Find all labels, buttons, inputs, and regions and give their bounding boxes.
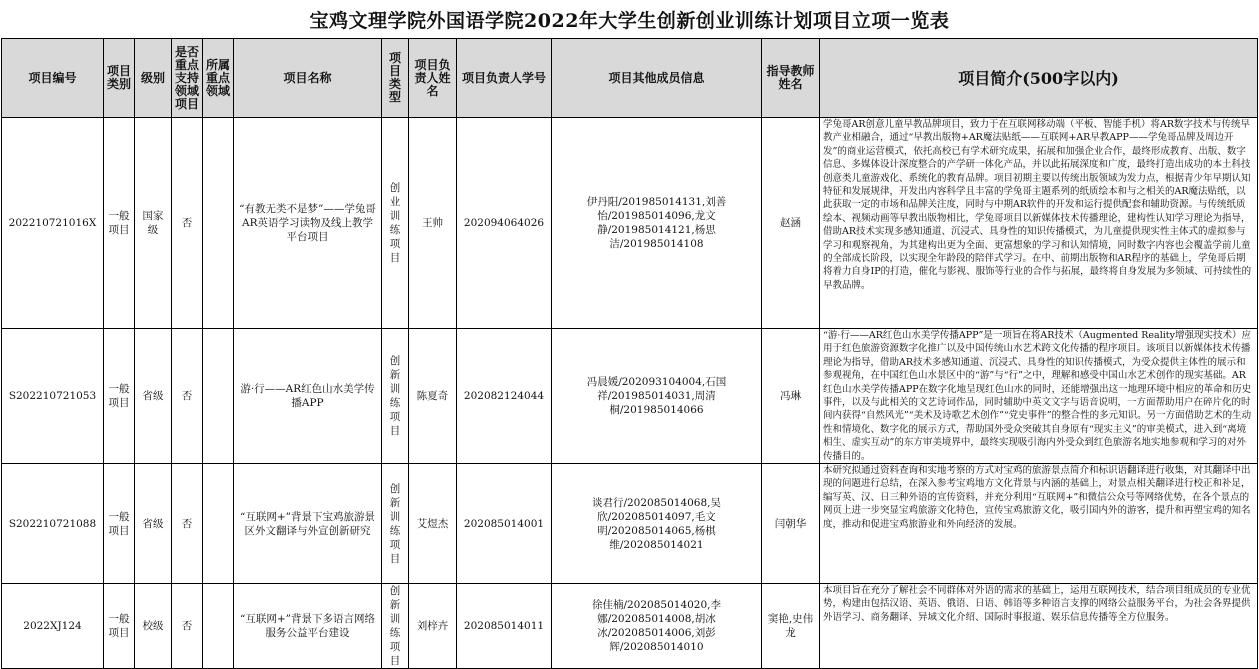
header-type: 项目类型	[382, 39, 409, 118]
cell-name: “互联网+”背景下多语言网络服务公益平台建设	[234, 584, 382, 669]
header-name: 项目名称	[234, 39, 382, 118]
header-key-support: 是否重点支持领域项目	[172, 39, 203, 118]
cell-advisor: 窦艳,史伟龙	[762, 584, 820, 669]
intro-text: “游·行——AR红色山水美学传播APP”是一项旨在将AR技术（Augmented Reality增强现实技术）应用于红色旅游资源数字化推广以及中国传统山水艺术跨文化传播的程序项目。该项目以新媒体技术传播理论为指导，借助AR技术多感知通道、沉浸式、具身性的知识传播模式，为受众提供主体性的展示和参观视角，在中国红色山水景区中的“游”与“行”之中，理解和感受中国山水艺术创作的现实基础。AR红色山水美学传播APP在数字化地呈现红色山水的同时，还能增强出这一地理环境中相应的革命和历史事件，以及与此相关的文艺诗词作品，同时辅助中英文文字与语音说明，一方面帮助用户在碎片化的时间内获得“自然风光”“美术及诗歌艺术创作”“党史事件”的整合性的多元知识。另一方面借助艺术的生动性和情境化、数字化的展示方式，帮助国外受众突破其自身原有“现实主义”的审美模式，进入到“离境相生、虚实互动”的东方审美境界中，最终实现吸引海内外受众到红色旅游名地实地参观和学习的对外传播目的。	[823, 330, 1252, 462]
cell-members: 谈君行/202085014068,吴欣/202085014097,毛文明/202085014065,杨棋维/202085014021	[552, 464, 762, 584]
cell-key-support: 否	[172, 584, 203, 669]
cell-intro	[820, 118, 1258, 329]
cell-name: “互联网+”背景下宝鸡旅游景区外文翻译与外宣创新研究	[234, 464, 382, 584]
cell-type: 创新训练项目	[382, 464, 409, 584]
header-row	[2, 39, 1258, 118]
cell-key-area	[203, 584, 234, 669]
cell-leader-id: 202082124044	[457, 329, 552, 464]
cell-leader: 王帅	[409, 118, 457, 329]
header-advisor: 指导教师姓名	[762, 39, 820, 118]
cell-key-support: 否	[172, 329, 203, 464]
cell-category: 一般项目	[104, 464, 135, 584]
cell-key-support: 否	[172, 464, 203, 584]
cell-type: 创新训练项目	[382, 329, 409, 464]
header-leader-id: 项目负责人学号	[457, 39, 552, 118]
intro-text: 本项目旨在充分了解社会不同群体对外语的需求的基础上，运用互联网技术，结合项目组成员的专业优势，构建由包括汉语、英语、俄语、日语、韩语等多种语言支撑的网络公益服务平台，为社会各界提供外语学习、商务翻译、异域文化介绍、国际时事报道、娱乐信息传播等全方位服务。	[823, 585, 1251, 623]
cell-type: 创新训练项目	[382, 584, 409, 669]
cell-level: 国家级	[135, 118, 172, 329]
intro-text: 本研究拟通过资料查询和实地考察的方式对宝鸡的旅游景点简介和标识语翻译进行收集，对其翻译中出现的问题进行总结，在深入参考宝鸡地方文化背景与内涵的基础上，对景点相关翻译进行校正和补足，编写英、汉、日三种外语的宣传资料，并充分利用“互联网+”和微信公众号等网络优势，在各个景点的网页上进一步突显宝鸡旅游文化特色，宣传宝鸡旅游文化，吸引国内外的游客，提升和再塑宝鸡的知名度，推动和促进宝鸡旅游业和外向经济的发展。	[823, 465, 1251, 530]
cell-advisor: 冯琳	[762, 329, 820, 464]
cell-category: 一般项目	[104, 584, 135, 669]
cell-advisor: 赵涵	[762, 118, 820, 329]
cell-members: 冯晨媛/202093104004,石国祥/201985014031,周清桐/201985014066	[552, 329, 762, 464]
cell-leader: 刘梓卉	[409, 584, 457, 669]
header-intro: 项目简介(500字以内)	[820, 39, 1258, 118]
header-members: 项目其他成员信息	[552, 39, 762, 118]
cell-leader-id: 202085014001	[457, 464, 552, 584]
cell-name: 游·行——AR红色山水美学传播APP	[234, 329, 382, 464]
cell-leader: 艾煜杰	[409, 464, 457, 584]
cell-leader: 陈夏奇	[409, 329, 457, 464]
table-row	[2, 464, 1258, 584]
cell-advisor: 闫朝华	[762, 464, 820, 584]
cell-level: 省级	[135, 329, 172, 464]
cell-type: 创业训练项目	[382, 118, 409, 329]
cell-id: S202210721053	[2, 329, 104, 464]
cell-key-area	[203, 118, 234, 329]
cell-category: 一般项目	[104, 118, 135, 329]
cell-intro	[820, 329, 1258, 464]
table-row	[2, 329, 1258, 464]
cell-id: 202210721016X	[2, 118, 104, 329]
cell-key-area	[203, 329, 234, 464]
cell-key-support: 否	[172, 118, 203, 329]
cell-name: “有教无类不是梦”——学兔哥AR英语学习读物及线上教学平台项目	[234, 118, 382, 329]
cell-leader-id: 202085014011	[457, 584, 552, 669]
cell-category: 一般项目	[104, 329, 135, 464]
cell-id: 2022XJ124	[2, 584, 104, 669]
cell-intro	[820, 584, 1258, 669]
cell-level: 校级	[135, 584, 172, 669]
header-category: 项目类别	[104, 39, 135, 118]
table-row	[2, 118, 1258, 329]
header-id: 项目编号	[2, 39, 104, 118]
header-level: 级别	[135, 39, 172, 118]
cell-level: 省级	[135, 464, 172, 584]
project-table	[1, 38, 1258, 669]
cell-leader-id: 202094064026	[457, 118, 552, 329]
cell-id: S202210721088	[2, 464, 104, 584]
cell-key-area	[203, 464, 234, 584]
cell-members: 伊丹阳/201985014131,刘善怡/201985014096,龙文静/201985014121,杨思洁/201985014108	[552, 118, 762, 329]
page-title: 宝鸡文理学院外国语学院2022年大学生创新创业训练计划项目立项一览表	[309, 9, 950, 32]
header-key-area: 所属重点领域	[203, 39, 234, 118]
intro-text: 学兔哥AR创意儿童早教品牌项目，致力于在互联网移动端（平板、智能手机）将AR数字技术与传统早教产业相融合，通过“早教出版物+AR魔法贴纸——互联网+AR早教APP——学兔哥品牌及周边开发”的商业运营模式，依托高校已有学术研究成果，拓展和加强企业合作，最终形成教育、出版、数字信息、多媒体设计深度整合的产学研一体化产品，并以此拓展深度和广度，最终打造出成功的本土科技创意类儿童游戏化、系统化的教育品牌。项目初期主要以传统出版领域为发力点，根据青少年早期认知特征和发展规律，开发出内容科学且丰富的学兔哥主题系列的纸质绘本和与之相关的AR魔法贴纸，以此获取一定的市场和品牌关注度，同时与中期AR软件的开发和运行提供配套和辅助资源。与传统纸质绘本、视频动画等早教出版物相比，学兔哥项目以新媒体技术传播理论，建构性认知学习理论为指导，借助AR技术实现多感知通道、沉浸式、具身性的知识传播模式，为儿童提供现实性主体式的虚拟参与学习和观察视角，为其建构出更为全面、更富想象的学习和认知情境，同时数字内容也会覆盖学前儿童的全部成长阶段，以实现全年龄段的陪伴式学习。在中、前期出版物和AR程序的基础上，学兔哥后期将着力自身IP的打造，催化与影视、服饰等行业的合作与拓展，最终将自身发展为多领域、可持续性的早教品牌。	[823, 119, 1252, 291]
cell-intro	[820, 464, 1258, 584]
header-leader: 项目负责人姓名	[409, 39, 457, 118]
cell-members: 徐佳楠/202085014020,李娜/202085014008,胡冰冰/202085014006,刘彭辉/202085014010	[552, 584, 762, 669]
table-row	[2, 584, 1258, 669]
